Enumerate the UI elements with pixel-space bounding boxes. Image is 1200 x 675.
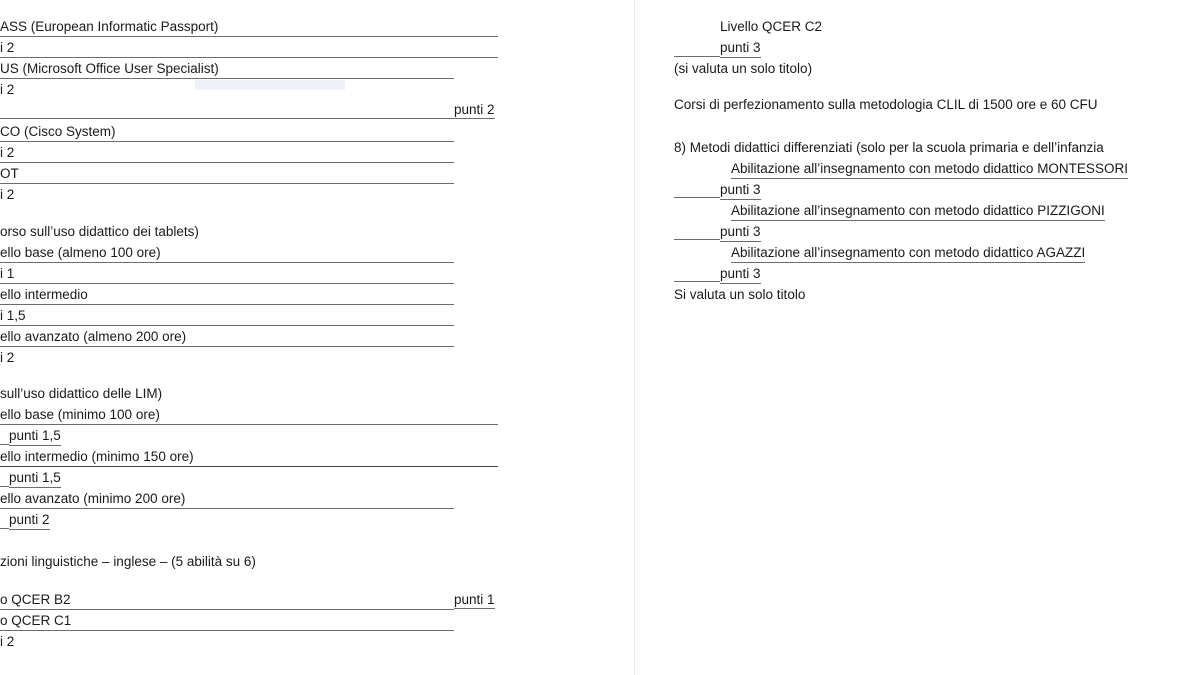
points-iot: i 2 xyxy=(0,187,15,202)
single-title-note: (si valuta un solo titolo) xyxy=(674,61,813,76)
right-document-page xyxy=(674,0,1200,675)
lim-advanced: ello avanzato (minimo 200 ore) xyxy=(0,490,454,509)
section-tablets: orso sull’uso didattico dei tablets) xyxy=(0,224,199,239)
page-divider xyxy=(634,0,635,675)
section-language: zioni linguistiche – inglese – (5 abilità su 6) xyxy=(0,554,256,569)
lim-intermediate-points: punti 1,5 xyxy=(9,469,61,488)
cert-iot: OT xyxy=(0,165,454,184)
montessori-points: punti 3 xyxy=(720,181,761,200)
points-cisco: i 2 xyxy=(0,144,454,163)
lim-base: ello base (minimo 100 ore) xyxy=(0,406,498,425)
tablets-intermediate-points: i 1,5 xyxy=(0,307,454,326)
tablets-intermediate: ello intermedio xyxy=(0,286,454,305)
cert-eipass: ASS (European Informatic Passport) xyxy=(0,18,498,37)
pizzigoni: Abilitazione all’insegnamento con metodo didattico PIZZIGONI xyxy=(731,202,1105,221)
rule-lead xyxy=(674,281,720,282)
language-c1: o QCER C1 xyxy=(0,612,454,631)
cert-cisco: CO (Cisco System) xyxy=(0,123,454,142)
rule-lead xyxy=(674,197,720,198)
single-title-note-2: Si valuta un solo titolo xyxy=(674,287,806,302)
tablets-advanced-points: i 2 xyxy=(0,350,15,365)
language-c1-points: i 2 xyxy=(0,634,15,649)
rule-lead xyxy=(674,239,720,240)
lim-advanced-points: punti 2 xyxy=(9,511,50,530)
language-c2: Livello QCER C2 xyxy=(720,19,823,34)
language-c2-points: punti 3 xyxy=(720,39,761,58)
blank-rule xyxy=(0,118,454,119)
rule-lead xyxy=(0,486,9,487)
lim-intermediate: ello intermedio (minimo 150 ore) xyxy=(0,448,498,467)
rule-lead xyxy=(0,444,9,445)
pizzigoni-points: punti 3 xyxy=(720,223,761,242)
tablets-advanced: ello avanzato (almeno 200 ore) xyxy=(0,328,454,347)
points-mous: i 2 xyxy=(0,82,15,97)
points-eipass: i 2 xyxy=(0,39,498,58)
agazzi: Abilitazione all’insegnamento con metodo didattico AGAZZI xyxy=(731,244,1085,263)
tablets-base: ello base (almeno 100 ore) xyxy=(0,244,454,263)
section-lim: sull’uso didattico delle LIM) xyxy=(0,386,163,401)
language-b2: o QCER B2 xyxy=(0,591,454,610)
montessori: Abilitazione all’insegnamento con metodo didattico MONTESSORI xyxy=(731,160,1128,179)
points-right-1: punti 2 xyxy=(454,102,495,117)
selection-highlight xyxy=(195,80,345,90)
section-methods: 8) Metodi didattici differenziati (solo per la scuola primaria e dell’infanzia xyxy=(674,140,1104,155)
clil-course: Corsi di perfezionamento sulla metodologia CLIL di 1500 ore e 60 CFU xyxy=(674,97,1098,112)
tablets-base-points: i 1 xyxy=(0,265,454,284)
points-right-2: punti 1 xyxy=(454,592,495,607)
lim-base-points: punti 1,5 xyxy=(9,427,61,446)
agazzi-points: punti 3 xyxy=(720,265,761,284)
rule-lead xyxy=(674,56,720,57)
cert-mous: US (Microsoft Office User Specialist) xyxy=(0,60,454,79)
rule-lead xyxy=(0,528,9,529)
